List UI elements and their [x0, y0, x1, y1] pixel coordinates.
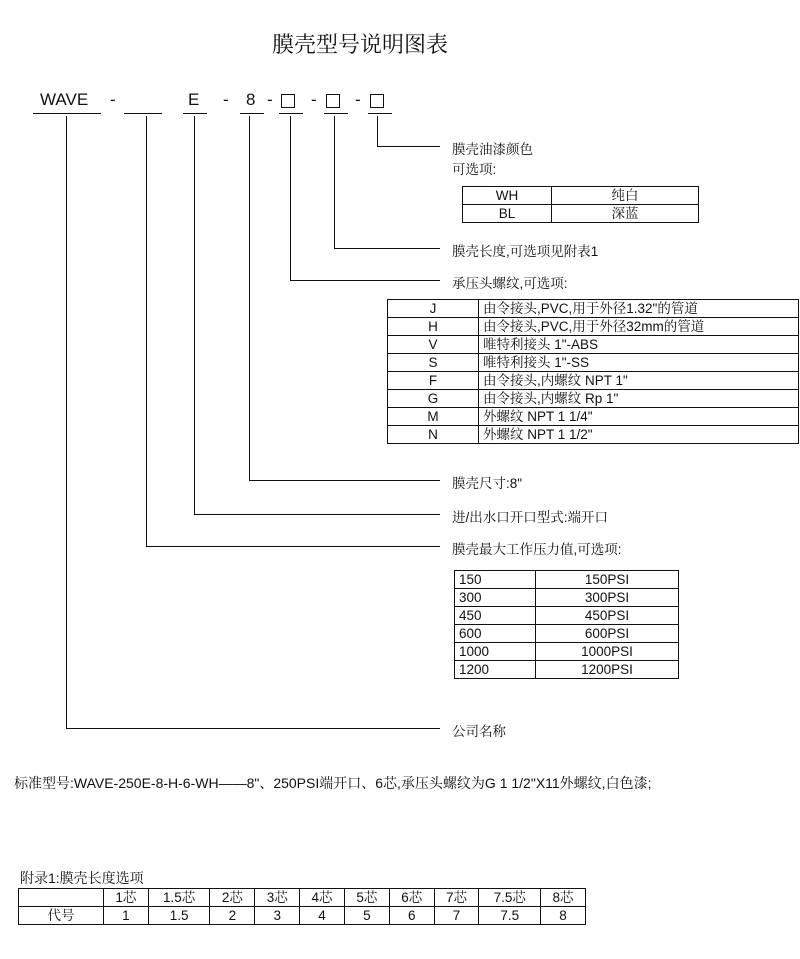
appendix-code: 4	[300, 907, 345, 925]
code-sep-3: -	[267, 90, 273, 109]
connector-code: S	[388, 354, 479, 372]
leader-connector-v	[290, 116, 291, 281]
underline-connector	[279, 113, 303, 114]
table-row	[388, 372, 799, 390]
label-size: 膜壳尺寸:8"	[452, 476, 523, 491]
pressure-desc: 1200PSI	[536, 661, 679, 679]
leader-company-h	[66, 728, 440, 729]
table-row	[388, 390, 799, 408]
appendix-code: 7.5	[479, 907, 541, 925]
table-row	[455, 589, 679, 607]
table-row	[455, 661, 679, 679]
pressure-table	[454, 570, 679, 679]
leader-length-h	[334, 248, 440, 249]
label-port: 进/出水口开口型式:端开口	[452, 510, 609, 525]
appendix-code: 1	[104, 907, 149, 925]
underline-pressure-slot	[124, 113, 162, 114]
pressure-code: 600	[455, 625, 536, 643]
connector-desc: 唯特利接头 1"-ABS	[479, 336, 799, 354]
table-row	[455, 625, 679, 643]
underline-brand	[33, 113, 101, 114]
pressure-code: 300	[455, 589, 536, 607]
appendix-code: 2	[210, 907, 255, 925]
appendix-code: 7	[434, 907, 479, 925]
connector-desc: 唯特利接头 1"-SS	[479, 354, 799, 372]
underline-length	[324, 113, 348, 114]
leader-port-v	[194, 116, 195, 515]
pressure-desc: 1000PSI	[536, 643, 679, 661]
table-row	[463, 205, 699, 223]
appendix-code: 3	[255, 907, 300, 925]
table-row	[455, 571, 679, 589]
connector-code: H	[388, 318, 479, 336]
leader-length-v	[334, 116, 335, 249]
connector-table	[387, 299, 799, 444]
leader-size-v	[249, 116, 250, 481]
table-row	[463, 187, 699, 205]
label-company: 公司名称	[452, 724, 506, 739]
appendix-code: 6	[389, 907, 434, 925]
code-sep-4: -	[311, 90, 317, 109]
connector-code: J	[388, 300, 479, 318]
code-size: 8	[246, 90, 256, 109]
appendix-row1-label	[19, 889, 104, 907]
connector-code: M	[388, 408, 479, 426]
appendix-table	[18, 888, 586, 925]
appendix-row2-label: 代号	[19, 907, 104, 925]
code-sep-5: -	[355, 90, 361, 109]
table-row	[455, 643, 679, 661]
standard-model-text: 标准型号:WAVE-250E-8-H-6-WH——8"、250PSI端开口、6芯,承压头螺纹为G 1 1/2"X11外螺纹,白色漆;	[14, 775, 652, 791]
connector-code: V	[388, 336, 479, 354]
appendix-core: 7芯	[434, 889, 479, 907]
label-color: 膜壳油漆颜色	[452, 142, 533, 157]
label-color-options: 可选项:	[452, 162, 497, 177]
pressure-code: 450	[455, 607, 536, 625]
color-table	[462, 186, 699, 223]
label-connector: 承压头螺纹,可选项:	[452, 276, 568, 291]
appendix-core: 7.5芯	[479, 889, 541, 907]
table-row	[388, 318, 799, 336]
appendix-core: 6芯	[389, 889, 434, 907]
appendix-core: 3芯	[255, 889, 300, 907]
leader-port-h	[194, 514, 440, 515]
appendix-title: 附录1:膜壳长度选项	[20, 870, 144, 886]
leader-pressure-v	[146, 116, 147, 547]
connector-code: N	[388, 426, 479, 444]
table-row	[388, 336, 799, 354]
table-row	[388, 300, 799, 318]
appendix-core: 1芯	[104, 889, 149, 907]
table-row	[388, 426, 799, 444]
underline-port	[183, 113, 207, 114]
code-sep-2: -	[223, 90, 229, 109]
appendix-core: 2芯	[210, 889, 255, 907]
pressure-desc: 300PSI	[536, 589, 679, 607]
table-row	[19, 889, 586, 907]
leader-size-h	[249, 480, 440, 481]
table-row	[19, 907, 586, 925]
pressure-code: 1200	[455, 661, 536, 679]
appendix-core: 1.5芯	[148, 889, 210, 907]
leader-company-v	[66, 116, 67, 729]
code-brand: WAVE	[40, 90, 89, 109]
underline-color	[368, 113, 392, 114]
connector-code: G	[388, 390, 479, 408]
color-desc: 纯白	[552, 187, 699, 205]
label-pressure: 膜壳最大工作压力值,可选项:	[452, 542, 622, 557]
color-code: WH	[463, 187, 552, 205]
connector-desc: 由令接头,PVC,用于外径32mm的管道	[479, 318, 799, 336]
leader-color-v	[377, 116, 378, 147]
pressure-desc: 600PSI	[536, 625, 679, 643]
connector-desc: 外螺纹 NPT 1 1/2"	[479, 426, 799, 444]
appendix-core: 4芯	[300, 889, 345, 907]
color-desc: 深蓝	[552, 205, 699, 223]
appendix-core: 5芯	[344, 889, 389, 907]
appendix-code: 8	[541, 907, 586, 925]
underline-size	[240, 113, 264, 114]
connector-desc: 由令接头,PVC,用于外径1.32"的管道	[479, 300, 799, 318]
connector-desc: 由令接头,内螺纹 Rp 1"	[479, 390, 799, 408]
code-port: E	[188, 90, 200, 109]
pressure-desc: 450PSI	[536, 607, 679, 625]
label-length: 膜壳长度,可选项见附表1	[452, 244, 599, 259]
pressure-desc: 150PSI	[536, 571, 679, 589]
page-title: 膜壳型号说明图表	[271, 33, 448, 58]
pressure-code: 1000	[455, 643, 536, 661]
connector-desc: 由令接头,内螺纹 NPT 1"	[479, 372, 799, 390]
appendix-code: 5	[344, 907, 389, 925]
leader-connector-h	[290, 280, 440, 281]
leader-color-h	[377, 146, 440, 147]
color-slot-box	[370, 94, 384, 108]
length-slot-box	[326, 94, 340, 108]
appendix-core: 8芯	[541, 889, 586, 907]
code-sep-1: -	[110, 90, 116, 109]
table-row	[455, 607, 679, 625]
table-row	[388, 408, 799, 426]
connector-desc: 外螺纹 NPT 1 1/4"	[479, 408, 799, 426]
connector-code: F	[388, 372, 479, 390]
leader-pressure-h	[146, 546, 440, 547]
appendix-code: 1.5	[148, 907, 210, 925]
color-code: BL	[463, 205, 552, 223]
connector-slot-box	[281, 94, 295, 108]
table-row	[388, 354, 799, 372]
pressure-code: 150	[455, 571, 536, 589]
